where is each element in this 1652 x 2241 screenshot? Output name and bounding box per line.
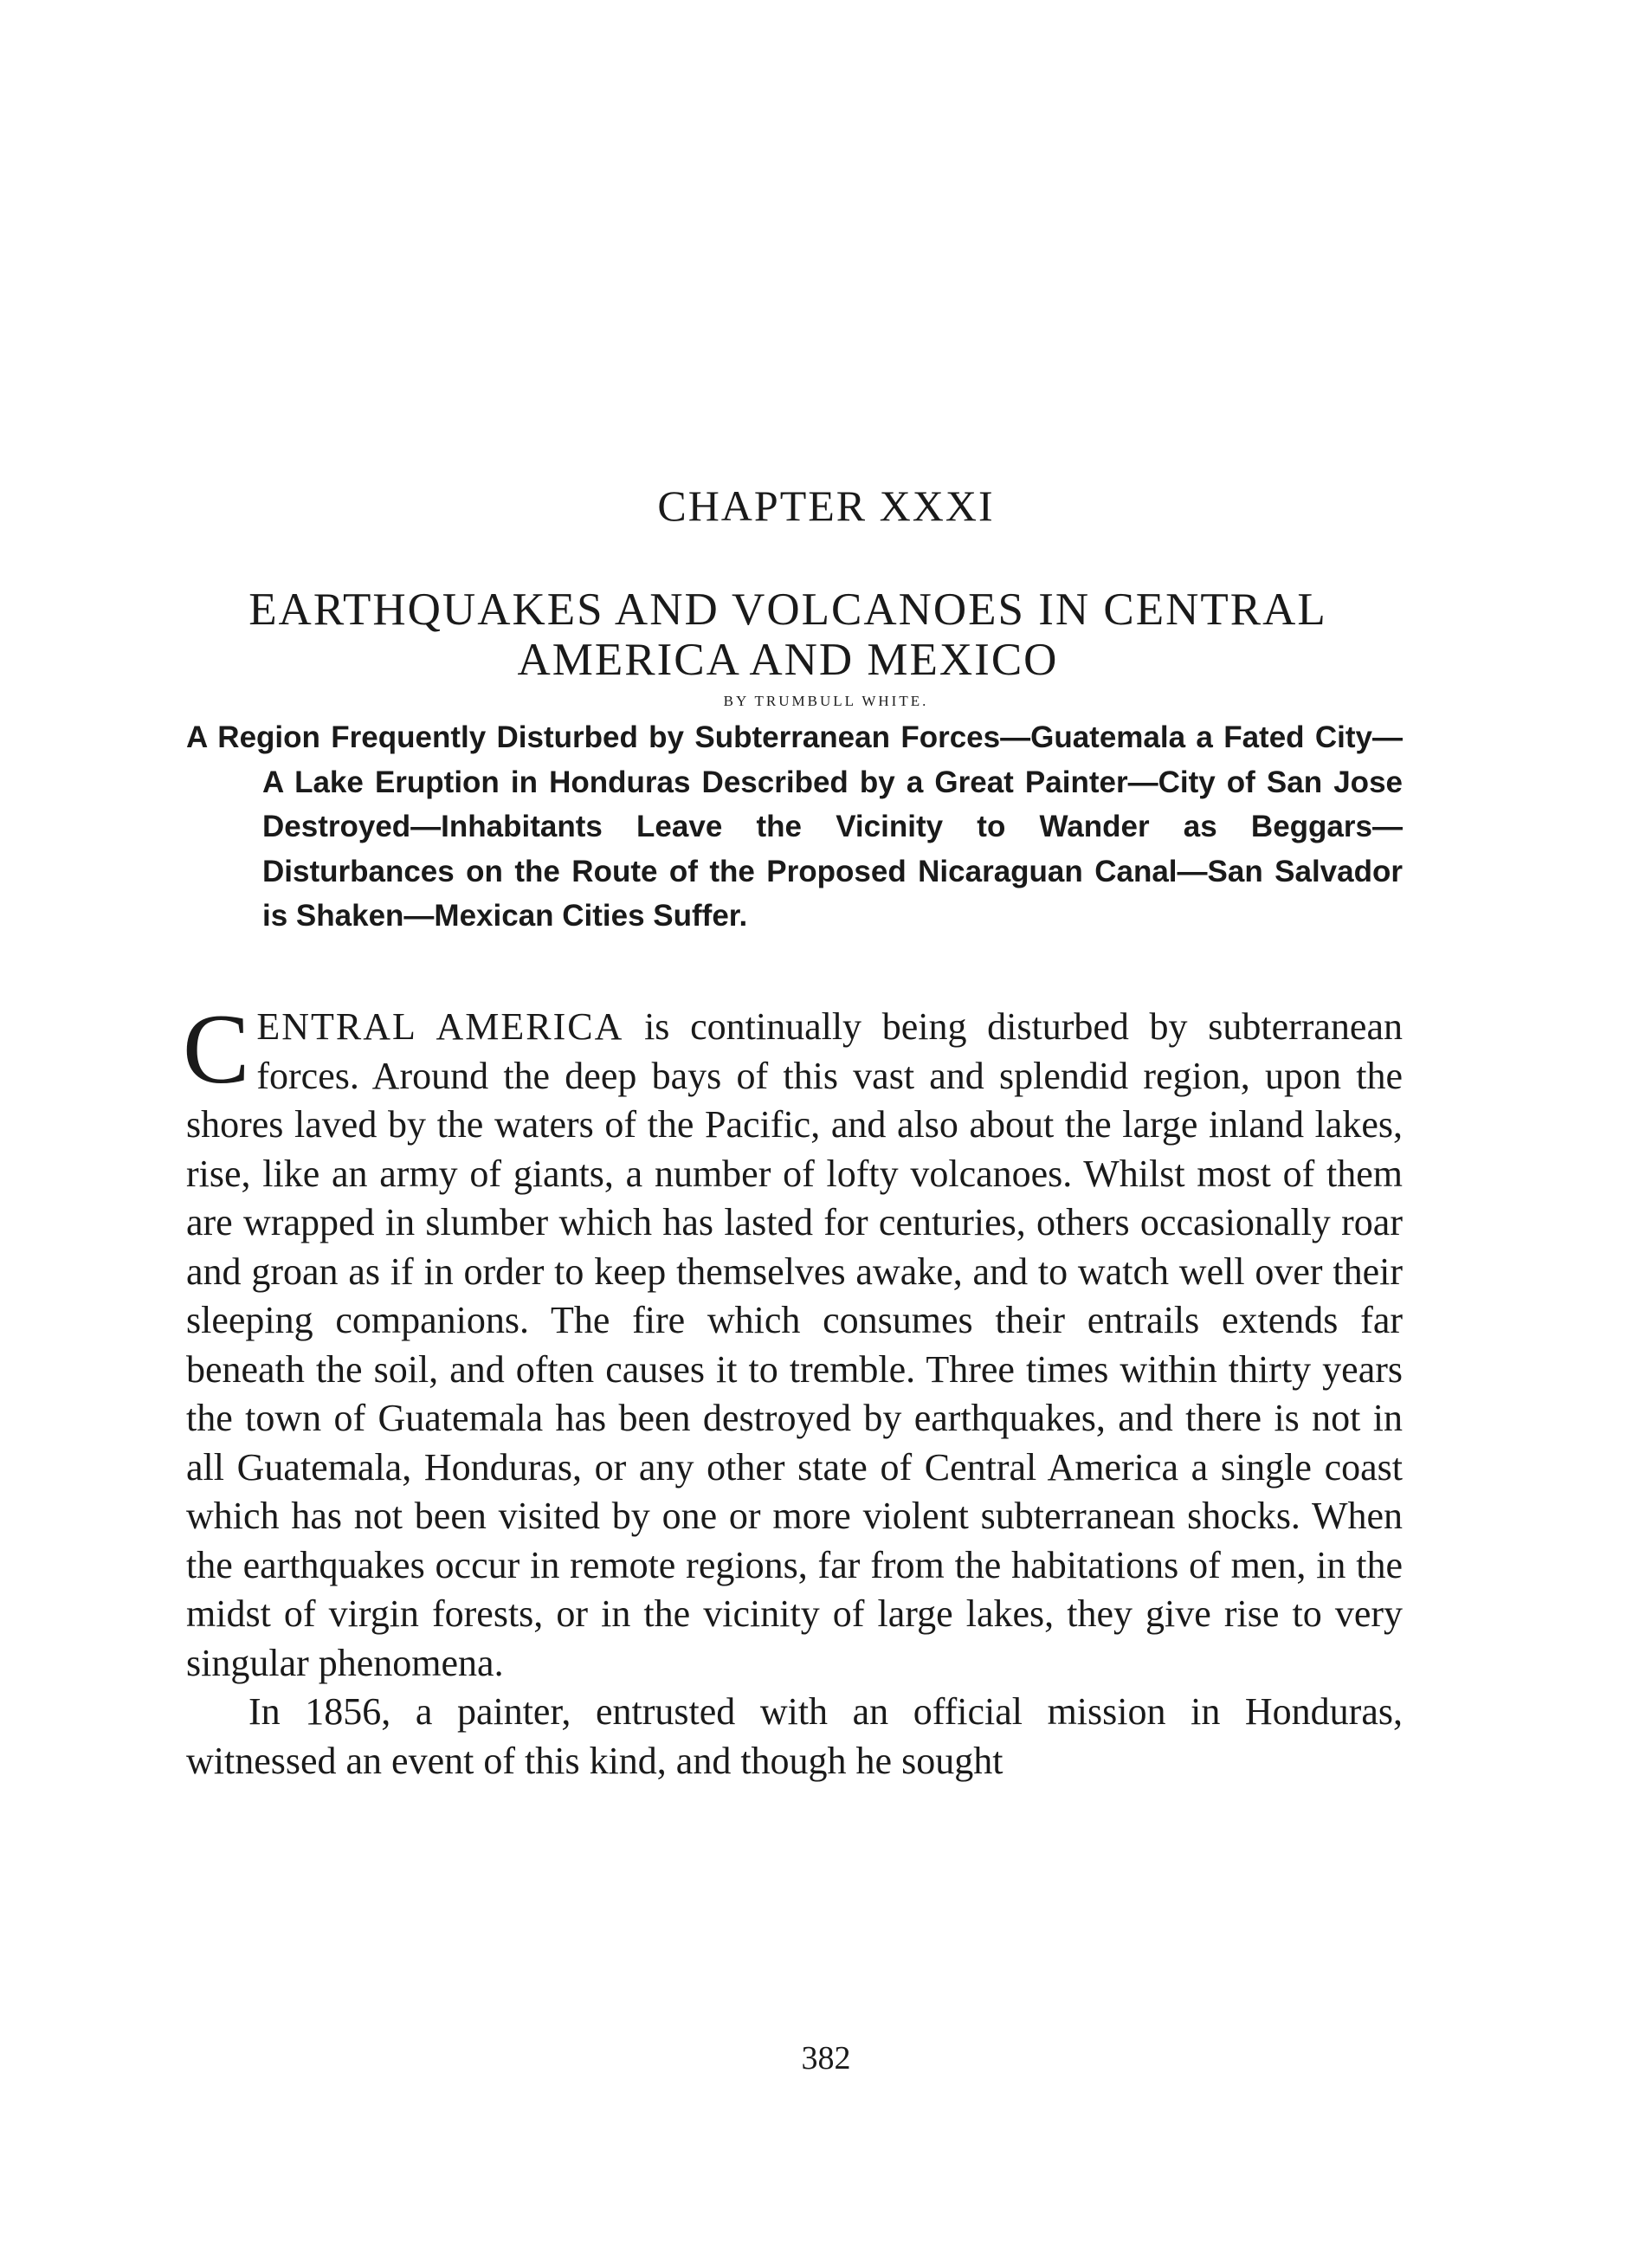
- drop-cap: C: [183, 994, 250, 1105]
- body-text: [183, 994, 1403, 1786]
- paragraph-2: In 1856, a painter, entrusted with an official mission in Honduras, witnessed an event of this kind, and though he sought: [186, 1690, 1403, 1782]
- paragraph-1: [183, 994, 1403, 1688]
- author-byline: BY TRUMBULL WHITE.: [723, 693, 929, 709]
- chapter-title: EARTHQUAKES AND VOLCANOES IN CENTRAL AMERICA AND MEXICO: [248, 584, 1327, 685]
- page-number: 382: [801, 2040, 851, 2076]
- chapter-synopsis: A Region Frequently Disturbed by Subterranean Forces—Guatemala a Fated City—A Lake Eruption in Honduras Described by a Great Painter—City of San Jose Destroyed—Inhabitants Leave the Vicinity to Wander as Beggars—Disturbances on the Route of the Proposed Nicaraguan Canal—San Salvador is Shaken—Mexican Cities Suffer.: [186, 720, 1403, 933]
- chapter-heading: CHAPTER XXXI: [657, 481, 995, 530]
- opening-words: ENTRAL AMERICA: [256, 1005, 624, 1048]
- paragraph-1-text: is continually being disturbed by subterranean forces. Around the deep bays of this vast and splendid region, upon the shores laved by the waters of the Pacific, and also about the large inland lakes, rise, like an army of giants, a number of lofty volcanoes. Whilst most of them are wrapped in slumber which has lasted for centuries, others occasionally roar and groan as if in order to keep themselves awake, and to watch well over their sleeping companions. The fire which consumes their entrails extends far beneath the soil, and often causes it to tremble. Three times within thirty years the town of Guatemala has been destroyed by earthquakes, and there is not in all Guatemala, Honduras, or any other state of Central America a single coast which has not been visited by one or more violent subterranean shocks. When the earthquakes occur in remote regions, far from the habitations of men, in the midst of virgin forests, or in the vicinity of large lakes, they give rise to very singular phenomena.: [186, 1005, 1403, 1684]
